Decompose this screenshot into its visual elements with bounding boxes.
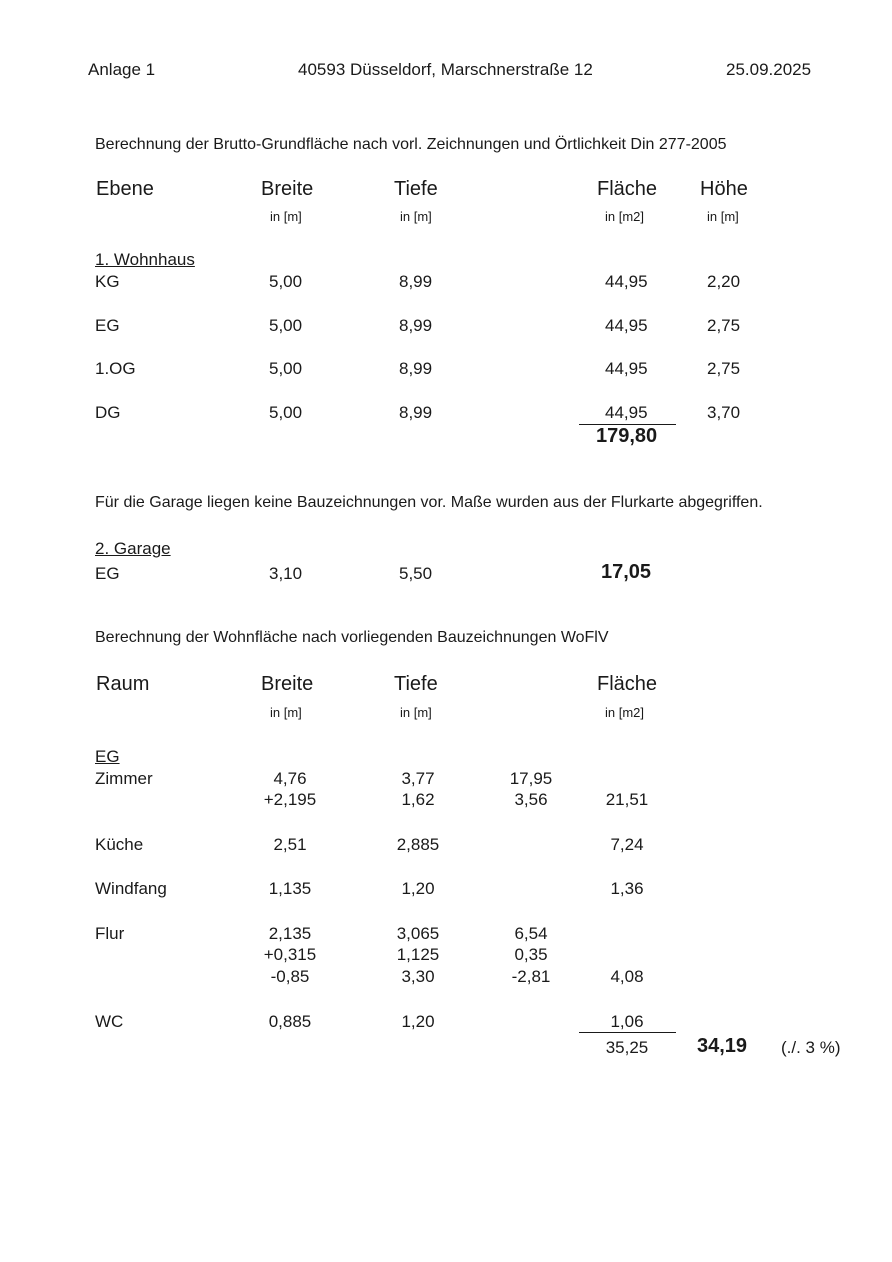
row-hoehe: 3,70 — [707, 403, 741, 422]
col-ebene: Ebene — [96, 178, 154, 200]
room-summe: 4,08 — [610, 967, 644, 986]
wfl-subtotal: 35,25 — [605, 1038, 649, 1057]
col-breite: Breite — [261, 673, 314, 695]
property-address: 40593 Düsseldorf, Marschnerstraße 12 — [298, 60, 593, 79]
garage-note: Für die Garage liegen keine Bauzeichnungen vor. Maße wurden aus der Flurkarte abgegriffen. — [95, 494, 763, 511]
row-tiefe: 8,99 — [399, 272, 433, 291]
wfl-result: 34,19 — [697, 1035, 748, 1057]
room-name: Zimmer — [95, 769, 153, 788]
room-teilflaeche: 3,56 — [514, 790, 548, 809]
room-tiefe: 3,065 — [396, 924, 440, 943]
section-garage: 2. Garage — [95, 539, 171, 558]
col-tiefe: Tiefe — [394, 673, 438, 695]
room-breite: +0,315 — [263, 945, 317, 964]
wfl-deduction: (./. 3 %) — [781, 1038, 841, 1057]
row-hoehe: 2,20 — [707, 272, 741, 291]
room-tiefe: 2,885 — [396, 835, 440, 854]
annex-label: Anlage 1 — [88, 60, 156, 79]
room-breite: 2,135 — [268, 924, 312, 943]
row-breite: 5,00 — [269, 272, 303, 291]
wfl-intro: Berechnung der Wohnfläche nach vorliegenden Bauzeichnungen WoFlV — [95, 629, 609, 646]
row-flaeche: 44,95 — [605, 316, 648, 335]
row-tiefe: 5,50 — [399, 564, 433, 583]
row-level: EG — [95, 316, 120, 335]
room-name: Windfang — [95, 879, 167, 898]
room-tiefe: 1,125 — [396, 945, 440, 964]
room-breite: +2,195 — [263, 790, 317, 809]
unit-breite: in [m] — [270, 209, 302, 224]
room-summe: 21,51 — [605, 790, 649, 809]
unit-flaeche: in [m2] — [605, 209, 645, 224]
room-breite: -0,85 — [270, 967, 310, 986]
section-eg: EG — [95, 747, 120, 766]
garage-flaeche: 17,05 — [601, 561, 652, 583]
room-name: WC — [95, 1012, 124, 1031]
col-raum: Raum — [96, 673, 150, 695]
col-flaeche: Fläche — [597, 673, 658, 695]
room-name: Flur — [95, 924, 125, 943]
room-name: Küche — [95, 835, 144, 854]
unit-tiefe: in [m] — [400, 705, 432, 720]
room-breite: 2,51 — [273, 835, 307, 854]
room-summe: 1,06 — [610, 1012, 644, 1031]
room-breite: 1,135 — [268, 879, 312, 898]
row-hoehe: 2,75 — [707, 316, 741, 335]
room-summe: 7,24 — [610, 835, 644, 854]
room-breite: 0,885 — [268, 1012, 312, 1031]
document-date: 25.09.2025 — [726, 60, 812, 79]
col-hoehe: Höhe — [700, 178, 748, 200]
room-summe: 1,36 — [610, 879, 644, 898]
room-tiefe: 3,77 — [401, 769, 435, 788]
row-hoehe: 2,75 — [707, 359, 741, 378]
col-flaeche: Fläche — [597, 178, 658, 200]
col-tiefe: Tiefe — [394, 178, 438, 200]
row-breite: 5,00 — [269, 359, 303, 378]
room-teilflaeche: 17,95 — [509, 769, 553, 788]
row-breite: 3,10 — [269, 564, 303, 583]
row-level: 1.OG — [95, 359, 136, 378]
row-tiefe: 8,99 — [399, 403, 433, 422]
room-tiefe: 3,30 — [401, 967, 435, 986]
bgf-intro: Berechnung der Brutto-Grundfläche nach vorl. Zeichnungen und Örtlichkeit Din 277-2005 — [95, 136, 727, 153]
row-breite: 5,00 — [269, 403, 303, 422]
row-flaeche: 44,95 — [605, 359, 648, 378]
room-breite: 4,76 — [273, 769, 307, 788]
section-wohnhaus: 1. Wohnhaus — [95, 250, 195, 269]
unit-tiefe: in [m] — [400, 209, 432, 224]
room-tiefe: 1,20 — [401, 879, 435, 898]
row-flaeche: 44,95 — [605, 403, 648, 422]
unit-breite: in [m] — [270, 705, 302, 720]
row-breite: 5,00 — [269, 316, 303, 335]
row-flaeche: 44,95 — [605, 272, 648, 291]
row-level: KG — [95, 272, 120, 291]
room-teilflaeche: 6,54 — [514, 924, 548, 943]
room-teilflaeche: 0,35 — [514, 945, 548, 964]
col-breite: Breite — [261, 178, 314, 200]
bgf-total: 179,80 — [596, 425, 658, 447]
unit-hoehe: in [m] — [707, 209, 739, 224]
room-tiefe: 1,20 — [401, 1012, 435, 1031]
row-level: EG — [95, 564, 120, 583]
room-tiefe: 1,62 — [401, 790, 435, 809]
row-level: DG — [95, 403, 121, 422]
row-tiefe: 8,99 — [399, 359, 433, 378]
row-tiefe: 8,99 — [399, 316, 433, 335]
sum-underline — [579, 1032, 676, 1033]
room-teilflaeche: -2,81 — [511, 967, 551, 986]
unit-flaeche: in [m2] — [605, 705, 645, 720]
